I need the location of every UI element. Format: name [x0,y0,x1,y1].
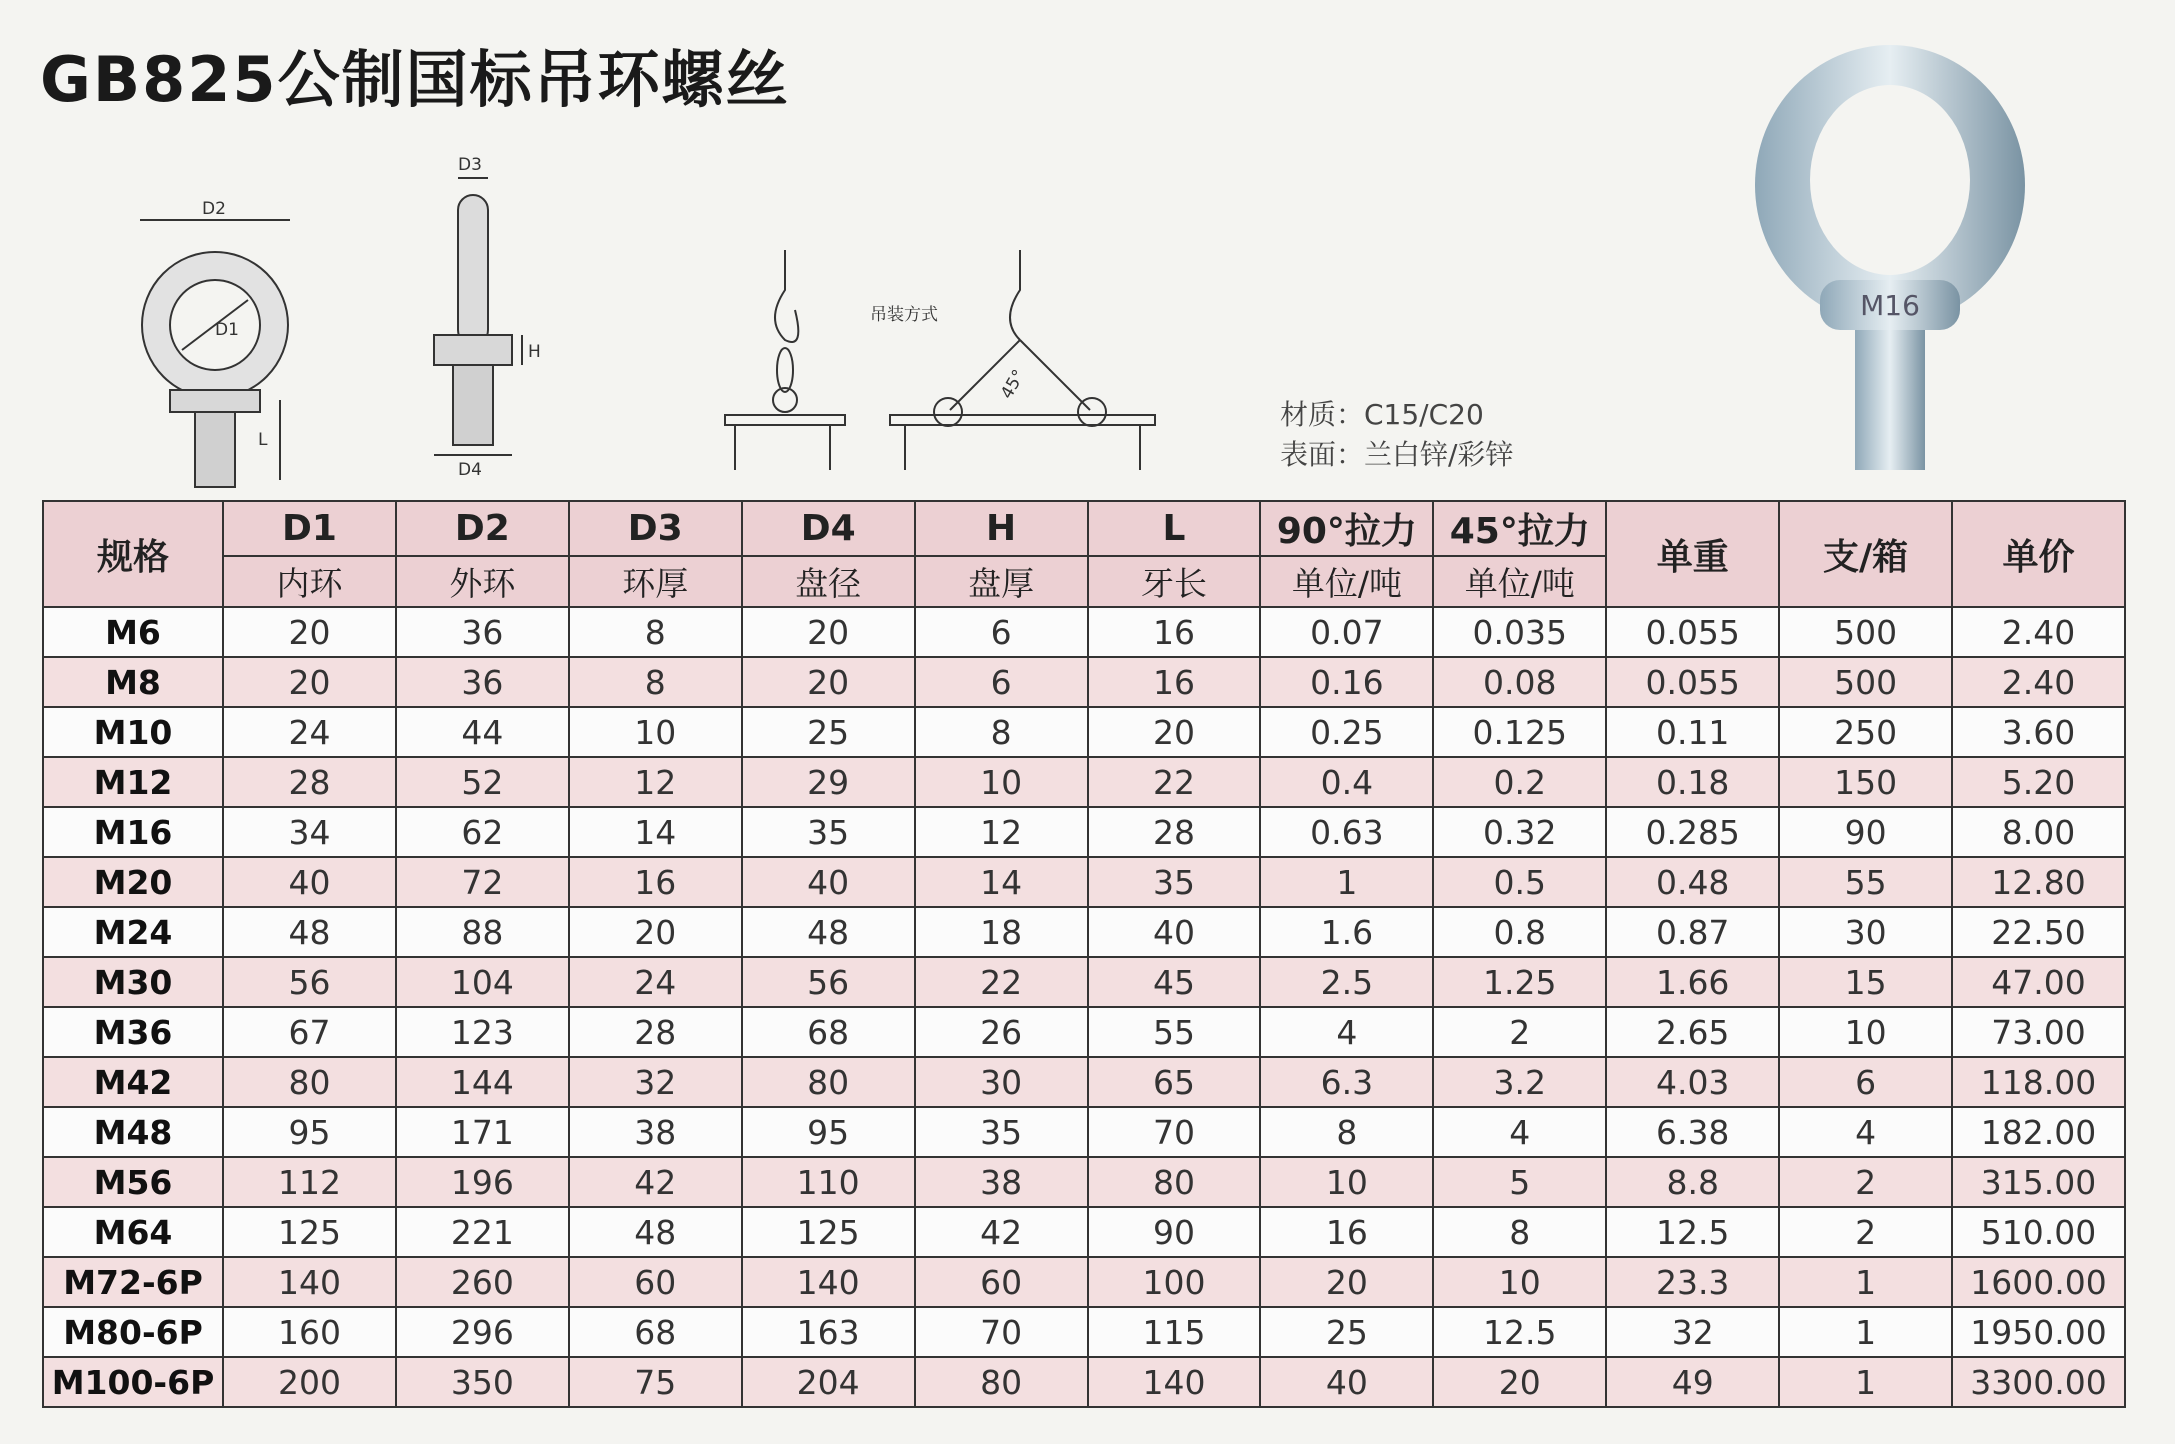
spec-cell: M64 [43,1207,223,1257]
value-cell: 6 [915,607,1088,657]
value-cell: 35 [915,1107,1088,1157]
value-cell: 0.63 [1260,807,1433,857]
surface-text: 表面：兰白锌/彩锌 [1280,438,1514,471]
value-cell: 0.87 [1606,907,1779,957]
value-cell: 68 [742,1007,915,1057]
column-subheader: 牙长 [1088,556,1261,607]
value-cell: 70 [915,1307,1088,1357]
value-cell: 0.8 [1433,907,1606,957]
value-cell: 2.40 [1952,657,2125,707]
value-cell: 315.00 [1952,1157,2125,1207]
column-subheader: 内环 [223,556,396,607]
table-row [43,807,2125,857]
value-cell: 115 [1088,1307,1261,1357]
value-cell: 500 [1779,657,1952,707]
value-cell: 22 [1088,757,1261,807]
value-cell: 28 [223,757,396,807]
value-cell: 20 [569,907,742,957]
value-cell: 221 [396,1207,569,1257]
value-cell: 2.40 [1952,607,2125,657]
column-header: 规格 [43,501,223,607]
d2-label: D2 [202,199,226,219]
value-cell: 1600.00 [1952,1257,2125,1307]
value-cell: 68 [569,1307,742,1357]
value-cell: 0.18 [1606,757,1779,807]
spec-cell: M10 [43,707,223,757]
value-cell: 6 [1779,1057,1952,1107]
value-cell: 22 [915,957,1088,1007]
value-cell: 30 [1779,907,1952,957]
angle-label: 45° [997,366,1030,403]
value-cell: 6 [915,657,1088,707]
value-cell: 80 [223,1057,396,1107]
value-cell: 204 [742,1357,915,1407]
value-cell: 36 [396,657,569,707]
spec-cell: M12 [43,757,223,807]
value-cell: 8.8 [1606,1157,1779,1207]
value-cell: 4.03 [1606,1057,1779,1107]
spec-cell: M20 [43,857,223,907]
value-cell: 140 [223,1257,396,1307]
value-cell: 24 [569,957,742,1007]
column-header: H [915,501,1088,556]
value-cell: 0.11 [1606,707,1779,757]
header-row [43,501,2125,556]
value-cell: 47.00 [1952,957,2125,1007]
value-cell: 65 [1088,1057,1261,1107]
table-row [43,1157,2125,1207]
value-cell: 144 [396,1057,569,1107]
table-row [43,857,2125,907]
column-header: D1 [223,501,396,556]
value-cell: 1 [1779,1307,1952,1357]
value-cell: 140 [742,1257,915,1307]
value-cell: 32 [569,1057,742,1107]
table-row [43,1357,2125,1407]
value-cell: 1 [1260,857,1433,907]
value-cell: 80 [742,1057,915,1107]
value-cell: 12.5 [1606,1207,1779,1257]
spec-cell: M24 [43,907,223,957]
table-row [43,957,2125,1007]
value-cell: 260 [396,1257,569,1307]
value-cell: 200 [223,1357,396,1407]
value-cell: 20 [223,657,396,707]
value-cell: 125 [223,1207,396,1257]
value-cell: 48 [742,907,915,957]
spec-cell: M80-6P [43,1307,223,1357]
value-cell: 12 [569,757,742,807]
table-row [43,1307,2125,1357]
value-cell: 163 [742,1307,915,1357]
table-row [43,1207,2125,1257]
value-cell: 44 [396,707,569,757]
d1-label: D1 [215,320,239,340]
value-cell: 2 [1433,1007,1606,1057]
value-cell: 104 [396,957,569,1007]
value-cell: 42 [915,1207,1088,1257]
value-cell: 196 [396,1157,569,1207]
value-cell: 36 [396,607,569,657]
value-cell: 25 [742,707,915,757]
value-cell: 140 [1088,1357,1261,1407]
value-cell: 4 [1260,1007,1433,1057]
value-cell: 40 [742,857,915,907]
value-cell: 0.5 [1433,857,1606,907]
spec-cell: M16 [43,807,223,857]
column-subheader: 盘径 [742,556,915,607]
value-cell: 110 [742,1157,915,1207]
value-cell: 2 [1779,1207,1952,1257]
value-cell: 123 [396,1007,569,1057]
value-cell: 2.5 [1260,957,1433,1007]
eye-bolt-product-image [1740,40,2040,480]
value-cell: 30 [915,1057,1088,1107]
value-cell: 12.5 [1433,1307,1606,1357]
spec-cell: M42 [43,1057,223,1107]
value-cell: 16 [569,857,742,907]
value-cell: 6.3 [1260,1057,1433,1107]
value-cell: 70 [1088,1107,1261,1157]
value-cell: 1 [1779,1257,1952,1307]
spec-cell: M30 [43,957,223,1007]
value-cell: 4 [1779,1107,1952,1157]
value-cell: 14 [569,807,742,857]
value-cell: 8 [1433,1207,1606,1257]
spec-cell: M72-6P [43,1257,223,1307]
d4-label: D4 [458,460,482,480]
column-header: D2 [396,501,569,556]
value-cell: 4 [1433,1107,1606,1157]
value-cell: 38 [569,1107,742,1157]
value-cell: 0.07 [1260,607,1433,657]
column-subheader: 外环 [396,556,569,607]
value-cell: 73.00 [1952,1007,2125,1057]
value-cell: 23.3 [1606,1257,1779,1307]
table-row [43,907,2125,957]
value-cell: 40 [1260,1357,1433,1407]
value-cell: 1950.00 [1952,1307,2125,1357]
value-cell: 1.66 [1606,957,1779,1007]
value-cell: 38 [915,1157,1088,1207]
value-cell: 42 [569,1157,742,1207]
lifting-method-diagram [725,250,1155,470]
specification-table [42,500,2126,1408]
value-cell: 160 [223,1307,396,1357]
value-cell: 8 [569,657,742,707]
column-header: 90°拉力 [1260,501,1433,556]
l-label: L [258,430,268,450]
value-cell: 56 [223,957,396,1007]
table-row [43,1107,2125,1157]
spec-cell: M100-6P [43,1357,223,1407]
column-header: 单价 [1952,501,2125,607]
value-cell: 350 [396,1357,569,1407]
value-cell: 2.65 [1606,1007,1779,1057]
value-cell: 0.4 [1260,757,1433,807]
value-cell: 72 [396,857,569,907]
value-cell: 0.285 [1606,807,1779,857]
value-cell: 1 [1779,1357,1952,1407]
value-cell: 3.60 [1952,707,2125,757]
value-cell: 49 [1606,1357,1779,1407]
value-cell: 55 [1779,857,1952,907]
value-cell: 80 [1088,1157,1261,1207]
value-cell: 40 [1088,907,1261,957]
value-cell: 18 [915,907,1088,957]
value-cell: 60 [569,1257,742,1307]
value-cell: 10 [1779,1007,1952,1057]
table-row [43,757,2125,807]
value-cell: 35 [1088,857,1261,907]
material-text: 材质：C15/C20 [1280,398,1484,431]
table-row [43,1007,2125,1057]
value-cell: 0.16 [1260,657,1433,707]
value-cell: 125 [742,1207,915,1257]
column-header: 45°拉力 [1433,501,1606,556]
value-cell: 48 [569,1207,742,1257]
value-cell: 296 [396,1307,569,1357]
column-header: 单重 [1606,501,1779,607]
column-subheader: 盘厚 [915,556,1088,607]
value-cell: 8 [1260,1107,1433,1157]
value-cell: 48 [223,907,396,957]
value-cell: 6.38 [1606,1107,1779,1157]
value-cell: 10 [569,707,742,757]
value-cell: 16 [1088,657,1261,707]
value-cell: 0.25 [1260,707,1433,757]
value-cell: 24 [223,707,396,757]
value-cell: 0.055 [1606,657,1779,707]
value-cell: 35 [742,807,915,857]
value-cell: 15 [1779,957,1952,1007]
spec-info [1280,395,1513,475]
value-cell: 0.055 [1606,607,1779,657]
value-cell: 88 [396,907,569,957]
value-cell: 67 [223,1007,396,1057]
value-cell: 3.2 [1433,1057,1606,1107]
value-cell: 0.32 [1433,807,1606,857]
table-header [43,501,2125,607]
value-cell: 14 [915,857,1088,907]
spec-cell: M36 [43,1007,223,1057]
value-cell: 5.20 [1952,757,2125,807]
value-cell: 10 [915,757,1088,807]
d3-label: D3 [458,155,482,175]
value-cell: 55 [1088,1007,1261,1057]
value-cell: 29 [742,757,915,807]
value-cell: 25 [1260,1307,1433,1357]
value-cell: 100 [1088,1257,1261,1307]
value-cell: 1.25 [1433,957,1606,1007]
value-cell: 52 [396,757,569,807]
value-cell: 28 [569,1007,742,1057]
value-cell: 12.80 [1952,857,2125,907]
value-cell: 16 [1260,1207,1433,1257]
value-cell: 182.00 [1952,1107,2125,1157]
table-row [43,707,2125,757]
table-row [43,657,2125,707]
value-cell: 0.2 [1433,757,1606,807]
front-view-diagram [140,199,290,487]
value-cell: 510.00 [1952,1207,2125,1257]
value-cell: 45 [1088,957,1261,1007]
value-cell: 95 [223,1107,396,1157]
value-cell: 62 [396,807,569,857]
value-cell: 5 [1433,1157,1606,1207]
value-cell: 60 [915,1257,1088,1307]
value-cell: 20 [742,607,915,657]
value-cell: 8 [569,607,742,657]
value-cell: 8 [915,707,1088,757]
eye-bolt-dimension-diagrams [120,150,1170,490]
value-cell: 1.6 [1260,907,1433,957]
column-subheader: 环厚 [569,556,742,607]
value-cell: 10 [1260,1157,1433,1207]
value-cell: 16 [1088,607,1261,657]
value-cell: 0.125 [1433,707,1606,757]
value-cell: 0.48 [1606,857,1779,907]
value-cell: 0.08 [1433,657,1606,707]
value-cell: 20 [1433,1357,1606,1407]
value-cell: 90 [1779,807,1952,857]
table-body [43,607,2125,1407]
column-subheader: 单位/吨 [1433,556,1606,607]
value-cell: 22.50 [1952,907,2125,957]
table-row [43,1057,2125,1107]
value-cell: 95 [742,1107,915,1157]
value-cell: 171 [396,1107,569,1157]
value-cell: 12 [915,807,1088,857]
spec-cell: M8 [43,657,223,707]
value-cell: 2 [1779,1157,1952,1207]
value-cell: 28 [1088,807,1261,857]
value-cell: 32 [1606,1307,1779,1357]
value-cell: 75 [569,1357,742,1407]
column-header: 支/箱 [1779,501,1952,607]
page-title: GB825公制国标吊环螺丝 [40,43,790,116]
value-cell: 3300.00 [1952,1357,2125,1407]
column-header: L [1088,501,1261,556]
value-cell: 150 [1779,757,1952,807]
column-header: D3 [569,501,742,556]
value-cell: 10 [1433,1257,1606,1307]
h-label: H [528,342,541,362]
value-cell: 500 [1779,607,1952,657]
table-row [43,1257,2125,1307]
value-cell: 20 [742,657,915,707]
value-cell: 40 [223,857,396,907]
spec-cell: M48 [43,1107,223,1157]
lifting-method-label: 吊装方式 [870,305,938,325]
value-cell: 90 [1088,1207,1261,1257]
value-cell: 250 [1779,707,1952,757]
spec-cell: M56 [43,1157,223,1207]
value-cell: 56 [742,957,915,1007]
value-cell: 20 [1088,707,1261,757]
product-marking: M16 [1860,289,1920,322]
value-cell: 20 [1260,1257,1433,1307]
value-cell: 0.035 [1433,607,1606,657]
value-cell: 34 [223,807,396,857]
column-header: D4 [742,501,915,556]
value-cell: 8.00 [1952,807,2125,857]
spec-cell: M6 [43,607,223,657]
side-view-diagram [434,155,541,480]
value-cell: 80 [915,1357,1088,1407]
value-cell: 26 [915,1007,1088,1057]
value-cell: 118.00 [1952,1057,2125,1107]
table-row [43,607,2125,657]
column-subheader: 单位/吨 [1260,556,1433,607]
value-cell: 112 [223,1157,396,1207]
value-cell: 20 [223,607,396,657]
